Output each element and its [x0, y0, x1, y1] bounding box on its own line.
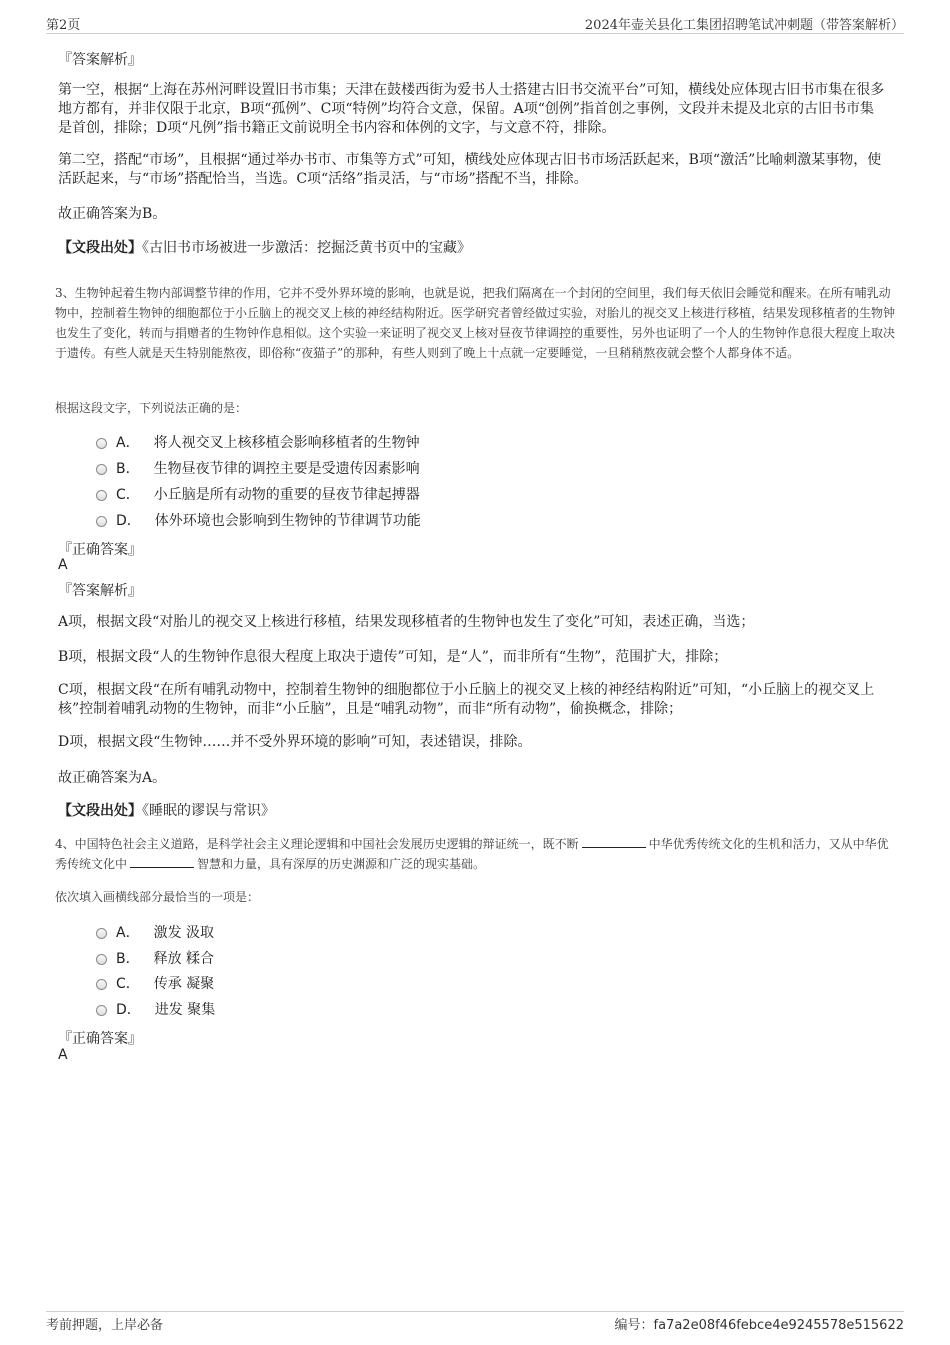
q3-correct-answer: A [58, 557, 68, 573]
option-letter: D． [116, 513, 141, 529]
q2-source-title: 《古旧书市场被进一步激活：挖掘泛黄书页中的宝藏》 [142, 240, 471, 256]
option-text: 体外环境也会影响到生物钟的节律调节功能 [154, 513, 421, 529]
option-text: 生物昼夜节律的调控主要是受遗传因素影响 [153, 461, 420, 477]
option-text: 激发 汲取 [153, 925, 215, 941]
q4-option-c[interactable] [96, 972, 214, 994]
q2-analysis-para2: 第二空，搭配“市场”，且根据“通过举办书市、市集等方式”可知，横线处应体现古旧书市场活跃起来，B项“激活”比喻刺激某事物，使活跃起来，与“市场”搭配恰当，当选。C项“活络”指灵活，与“市场”搭配不当，排除。 [58, 152, 882, 187]
option-text: 释放 糅合 [153, 951, 215, 967]
page-number: 第2页 [46, 18, 81, 33]
radio-button-icon[interactable] [96, 438, 107, 449]
option-letter: B． [116, 951, 140, 967]
option-letter: A． [116, 925, 140, 941]
footer-code [615, 1314, 905, 1333]
q3-source-label: 【文段出处】 [58, 803, 142, 819]
q4-option-b[interactable] [96, 947, 214, 969]
q4-option-d[interactable] [96, 998, 215, 1020]
option-text: 进发 聚集 [154, 1002, 216, 1018]
footer-divider [46, 1311, 904, 1312]
radio-button-icon[interactable] [96, 979, 107, 990]
option-text: 将人视交叉上核移植会影响移植者的生物钟 [153, 435, 420, 451]
option-text: 小丘脑是所有动物的重要的昼夜节律起搏器 [153, 487, 420, 503]
q4-text-part2: 中华优秀传统文化的生机和活力，又从中华优秀传统文化中 [55, 837, 889, 871]
q3-analysis-c: C项，根据文段“在所有哺乳动物中，控制着生物钟的细胞都位于小丘脑上的视交叉上核的神经结构附近”可知，“小丘脑上的视交叉上核”控制着哺乳动物的生物钟，而非“小丘脑”，且是“哺乳动物”，而非“所有动物”，偷换概念，排除； [58, 682, 875, 717]
option-letter: C． [116, 487, 140, 503]
document-title: 2024年壶关县化工集团招聘笔试冲刺题（带答案解析） [584, 18, 904, 33]
option-letter: A． [116, 435, 140, 451]
q3-analysis-d: D项，根据文段“生物钟……并不受外界环境的影响”可知，表述错误，排除。 [58, 734, 532, 750]
q2-analysis-label: 『答案解析』 [58, 52, 142, 68]
q3-option-c[interactable] [96, 483, 420, 505]
q3-conclusion: 故正确答案为A。 [58, 770, 167, 786]
q3-source [58, 800, 275, 820]
option-letter: C． [116, 976, 140, 992]
q4-text-part3: 智慧和力量，具有深厚的历史渊源和广泛的现实基础。 [197, 857, 486, 871]
q3-analysis-a: A项，根据文段“对胎儿的视交叉上核进行移植，结果发现移植者的生物钟也发生了变化”可知，表述正确，当选； [58, 614, 755, 630]
q4-question-text [55, 834, 895, 874]
footer-code-value: fa7a2e08f46febce4e9245578e515622 [653, 1318, 904, 1333]
q3-analysis-b: B项，根据文段“人的生物钟作息很大程度上取决于遗传”可知，是“人”，而非所有“生物”，范围扩大，排除； [58, 649, 728, 665]
radio-button-icon[interactable] [96, 954, 107, 965]
q2-source-label: 【文段出处】 [58, 240, 142, 256]
q3-question-text: 3、生物钟起着生物内部调整节律的作用，它并不受外界环境的影响，也就是说，把我们隔离在一个封闭的空间里，我们每天依旧会睡觉和醒来。在所有哺乳动物中，控制着生物钟的细胞都位于小丘脑上的视交叉上核的神经结构附近。医学研究者曾经做过实验，对胎儿的视交叉上核进行移植，结果发现移植者的生物钟也发生了变化，转而与捐赠者的生物钟作息相似。这个实验一来证明了视交叉上核对昼夜节律调控的重要性，另外也证明了一个人的生物钟作息很大程度上取决于遗传。有些人就是天生特别能熬夜，即俗称“夜猫子”的那种，有些人则到了晚上十点就一定要睡觉，一旦稍稍熬夜就会整个人都身体不适。 [55, 286, 896, 360]
q3-prompt: 根据这段文字，下列说法正确的是： [55, 401, 248, 415]
q3-analysis-label: 『答案解析』 [58, 583, 142, 599]
footer-code-label: 编号： [614, 1318, 654, 1333]
q4-option-a[interactable] [96, 921, 214, 943]
q3-correct-label: 『正确答案』 [58, 542, 142, 558]
header-divider [46, 33, 904, 34]
radio-button-icon[interactable] [96, 490, 107, 501]
fill-blank-2 [130, 855, 194, 868]
fill-blank-1 [582, 835, 646, 848]
q4-text-part1: 4、中国特色社会主义道路，是科学社会主义理论逻辑和中国社会发展历史逻辑的辩证统一，既不断 [55, 837, 579, 851]
q4-prompt: 依次填入画横线部分最恰当的一项是： [55, 890, 260, 904]
option-letter: B． [116, 461, 140, 477]
q2-conclusion: 故正确答案为B。 [58, 206, 167, 222]
option-letter: D． [116, 1002, 141, 1018]
radio-button-icon[interactable] [96, 516, 107, 527]
q3-option-d[interactable] [96, 509, 421, 531]
q3-source-title: 《睡眠的谬误与常识》 [142, 803, 275, 819]
q2-analysis-para1: 第一空，根据“上海在苏州河畔设置旧书市集；天津在鼓楼西街为爱书人士搭建古旧书交流平台”可知，横线处应体现古旧书市集在很多地方都有，并非仅限于北京，B项“孤例”、C项“特例”均符合文意，保留。A项“创例”指首创之事例，文段并未提及北京的古旧书市集是首创，排除；D项“凡例”指书籍正文前说明全书内容和体例的文字，与文意不符，排除。 [58, 82, 885, 136]
q4-correct-label: 『正确答案』 [58, 1031, 142, 1047]
q4-correct-answer: A [58, 1047, 68, 1063]
footer-slogan: 考前押题，上岸必备 [46, 1318, 164, 1333]
q2-source [58, 237, 471, 257]
radio-button-icon[interactable] [96, 928, 107, 939]
q3-option-b[interactable] [96, 457, 420, 479]
radio-button-icon[interactable] [96, 464, 107, 475]
q3-option-a[interactable] [96, 431, 420, 453]
radio-button-icon[interactable] [96, 1005, 107, 1016]
option-text: 传承 凝聚 [153, 976, 215, 992]
